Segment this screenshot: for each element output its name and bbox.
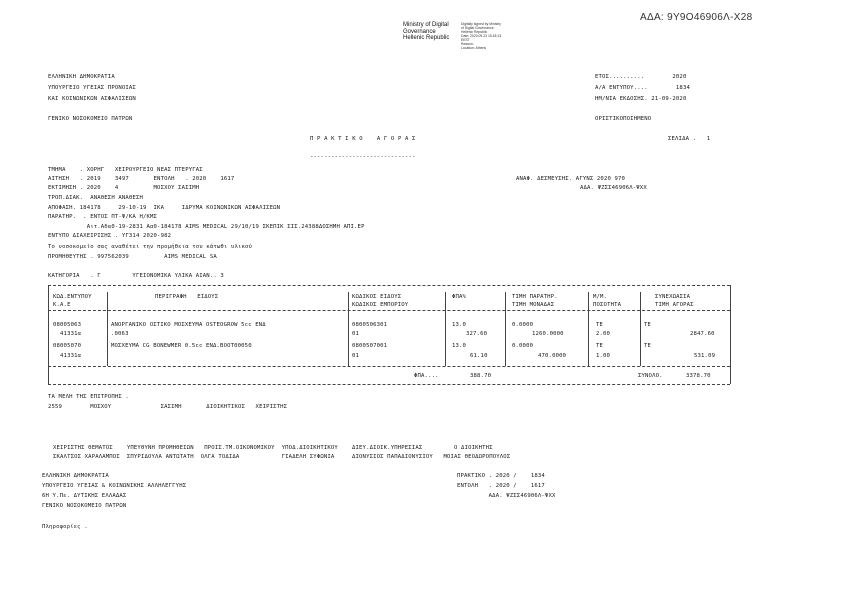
signature-line: Governance (403, 28, 436, 35)
hospital-name: ΓΕΝΙΚΟ ΝΟΣΟΚΟΜΕΙΟ ΠΑΤΡΩΝ (48, 116, 133, 122)
header-right-line: Α/Α ΕΝΤΥΠΟΥ.... 1834 (595, 85, 690, 91)
vat-total: 388.70 (470, 373, 492, 379)
column-divider (445, 292, 446, 366)
footer-right-line: ΠΡΑΚΤΙΚΟ . 2020 / 1834 (457, 473, 545, 479)
cell-item-id: 0800506301 (352, 322, 388, 328)
column-header: ΦΠΑ% (452, 294, 467, 300)
footer-line: ΓΕΝΙΚΟ ΝΟΣΟΚΟΜΕΙΟ ΠΑΤΡΩΝ (42, 503, 127, 509)
status-label: ΟΡΙΣΤΙΚΟΠΟΙΗΜΕΝΟ (595, 116, 652, 122)
column-divider (640, 292, 641, 366)
table-edge (730, 285, 731, 384)
header-right-line: ΕΤΟΣ.......... 2020 (595, 74, 687, 80)
signature-detail-line: Date: 2020.09.23 15:18:13 (461, 34, 502, 38)
sum-label: ΣΥΝΟΛΟ. (638, 373, 663, 379)
digital-signature-stamp (403, 22, 502, 50)
cell-total-price: 531.09 (694, 353, 716, 359)
signature-detail (461, 22, 531, 50)
info-line: ΕΝΤΥΠΟ ΔΙΑΧΕΙΡΙΣΗΣ . ΥΓ314 2020-982 (48, 233, 172, 239)
column-divider (348, 292, 349, 366)
table-bottom-border (48, 384, 730, 385)
cell-kae: 41331α (53, 331, 82, 337)
cell-unit: ΤΕ (596, 343, 604, 349)
info-label: Πληροφορίες . (42, 524, 88, 530)
cell-description: .0063 (111, 331, 129, 337)
header-line: ΕΛΛΗΝΙΚΗ ΔΗΜΟΚΡΑΤΙΑ (48, 74, 115, 80)
signature-detail-line: Location: Athens (461, 46, 487, 50)
cell-unit: ΤΕ (644, 322, 652, 328)
cell-description: ΑΝΟΡΓΑΝΙΚΟ ΟΣΤΙΚΟ ΜΟΣΧΕΥΜΑ OSTEOGROW 5cc ΕΝΔ (111, 322, 266, 328)
table-body-border (48, 366, 730, 367)
table-edge (48, 285, 49, 384)
column-header: ΚΩΔ.ΕΝΤΥΠΟΥ (53, 294, 92, 300)
cell-item-id: 0800507001 (352, 343, 388, 349)
title-underline: ------------------------------ (310, 154, 416, 160)
signature-line: Ministry of Digital (403, 22, 449, 28)
footer-right-line: ΑΔΑ. ΨΖΣΣ46906Λ-ΨΧΧ (457, 493, 556, 499)
signature-detail-line: Hellenic Republic (461, 30, 488, 34)
column-divider (505, 292, 506, 366)
commitment-ada: ΑΔΑ. ΨΖΣΣ46906Λ-ΨΧΧ (580, 185, 647, 191)
info-line: ΑΙΤΗΣΗ . 2019 3497 ΕΝΤΟΛΗ . 2020 1617 (48, 176, 235, 182)
column-header: ΤΙΜΗ ΜΟΝΑΔΑΣ (512, 302, 555, 308)
ada-stamp: ΑΔΑ: 9Υ9Ο46906Λ-Χ28 (640, 12, 753, 23)
cell-ref-price: 0.0000 (512, 343, 534, 349)
page-number: ΣΕΛΙΔΑ . 1 (668, 136, 711, 142)
info-line: ΠΑΡΑΤΗΡ. . ΕΝΤΟΣ ΠΤ-Ψ/ΚΑ Η/ΚΜΣ (48, 214, 158, 220)
supplier-line: ΠΡΟΜΗΘΕΥΤΗΣ . 997562039 AIMS MEDICAL SA (48, 254, 217, 260)
cell-total-price: 2847.60 (690, 331, 715, 337)
header-right-line: ΗΜ/ΝΙΑ ΕΚΔΟΣΗΣ. 21-09-2020 (595, 96, 687, 102)
column-header: Κ.Α.Ε (53, 302, 71, 308)
table-header-border (48, 310, 730, 311)
info-line: Το νοσοκομείο σας αναθέτει την προμήθεια του κάτωθι υλικού (48, 244, 253, 250)
column-header: ΚΩΔΙΚΟΣ ΕΜΠΟΡΙΟΥ (352, 302, 409, 308)
category-line: ΚΑΤΗΓΟΡΙΑ . Γ ΥΓΕΙΟΝΟΜΙΚΑ ΥΛΙΚΑ ΑΙΑΝ.. 3 (48, 273, 224, 279)
info-line: ΕΚΤΙΜΗΣΗ . 2020 4 ΜΟΣΧΟΥ ΣΑΣΙΜΗ (48, 185, 200, 191)
header-line: ΚΑΙ ΚΟΙΝΩΝΙΚΩΝ ΑΣΦΑΛΙΣΕΩΝ (48, 96, 136, 102)
column-header: ΣΥΝΕΧΩΑΣΙΑ (655, 294, 691, 300)
committee-member: 2559 ΜΟΣΧΟΥ ΣΑΣΙΜΗ ΔΙΟΙΚΗΤΙΚΟΣ ΧΕΙΡΙΣΤΗΣ (48, 404, 288, 410)
footer-right-line: ΕΝΤΟΛΗ . 2020 / 1617 (457, 483, 545, 489)
column-divider (107, 292, 108, 366)
cell-unit: ΤΕ (644, 343, 652, 349)
signature-detail-line: of Digital Governance, (461, 26, 495, 30)
cell-description: ΜΟΣΧΕΥΜΑ CG BONEWMER 0.5cc ΕΝΔ.ΒΟΟΤ00050 (111, 343, 252, 349)
column-divider (588, 292, 589, 366)
cell-vat-amount: 61.10 (470, 353, 488, 359)
info-line: ΤΡΟΠ.ΔΙΑΚ. ΑΝΑΘΕΣΗ ΑΝΑΘΕΣΗ (48, 195, 143, 201)
footer-line: ΕΛΛΗΝΙΚΗ ΔΗΜΟΚΡΑΤΙΑ (42, 473, 109, 479)
commitment-reference: ΑΝΑΦ. ΔΕΣΜΕΥΣΗΣ. ΑΓΥΝΣ 2020 970 (516, 176, 626, 182)
table-top-border (48, 285, 730, 286)
column-header: ΚΩΔΙΚΟΣ ΕΙΔΟΥΣ (352, 294, 402, 300)
signature-detail-line: Reason: (461, 42, 474, 46)
cell-item-code: 08005063 (53, 322, 82, 328)
column-header: Μ/Μ. (593, 294, 608, 300)
info-line: ΤΜΗΜΑ . ΧΟΡΗΓ ΧΕΙΡΟΥΡΓΕΙΟ ΝΕΑΣ ΠΤΕΡΥΓΑΣ (48, 167, 203, 173)
cell-item-code: 08005070 (53, 343, 82, 349)
cell-unit-price: 1260.0000 (532, 331, 564, 337)
signature-line: Hellenic Republic (403, 35, 450, 41)
signatories-names: ΣΚΑΛΤΣΟΣ ΧΑΡΑΛΑΜΠΟΣ ΣΠΥΡΙΔΟΥΛΑ ΑΝΤΩΤΑΤΗ ΟΛΓΑ ΤΟΔΙΔΑ ΓΙΑΔΕΛΗ ΣΥΦΩΝΙΑ ΔΙΟΝΥΣΙΟΣ ΠΑΠΑΔΙΟΝΥΣΙΟΥ ΜΟΙΑΣ ΘΕΟΔΩΡΟΠΟΥΛΟΣ (53, 454, 511, 460)
signature-detail-line: Digitally signed by Ministry (461, 22, 501, 26)
cell-quantity: 1.00 (596, 353, 611, 359)
cell-unit-price: 470.0000 (538, 353, 567, 359)
column-header: ΤΙΜΗ ΠΑΡΑΤΗΡ. (512, 294, 558, 300)
footer-line: ΥΠΟΥΡΓΕΙΟ ΥΓΕΙΑΣ & ΚΟΙΝΩΝΙΚΗΣ ΑΛΛΗΛΕΓΓΥΗΣ (42, 483, 187, 489)
cell-unit: ΤΕ (596, 322, 604, 328)
cell-kae: 41331α (53, 353, 82, 359)
signatories-titles: ΧΕΙΡΙΣΤΗΣ ΘΕΜΑΤΟΣ ΥΠΕΥΘΥΝΗ ΠΡΟΜΗΘΕΙΩΝ ΠΡΟΙΣ.ΤΜ.ΟΙΚΟΝΟΜΙΚΟΥ ΥΠΟΔ.ΔΙΟΙΚΗΤΙΚΟΥ ΔΙΕΥ.ΔΙΟΙΚ.ΥΠΗΡΕΣΙΑΣ Ο ΔΙΟΙΚΗΤΗΣ (53, 445, 493, 451)
column-header: ΠΕΡΙΓΡΑΦΗ ΕΙΔΟΥΣ (155, 294, 219, 300)
committee-title: ΤΑ ΜΕΛΗ ΤΗΣ ΕΠΙΤΡΟΠΗΣ . (48, 394, 129, 400)
document-title: Π Ρ Α Κ Τ Ι Κ Ο Α Γ Ο Ρ Α Σ (310, 136, 416, 142)
column-header: ΤΙΜΗ ΑΓΟΡΑΣ (655, 302, 694, 308)
info-line: ΑΠΟΦΑΣΗ. 184178 29-10-19 ΙΚΑ ΙΔΡΥΜΑ ΚΟΙΝΩΝΙΚΩΝ ΑΣΦΑΛΙΣΕΩΝ (48, 205, 281, 211)
cell-trade-code: 01 (352, 353, 360, 359)
cell-trade-code: 01 (352, 331, 360, 337)
footer-line: 6Η Υ.Πε. ΔΥΤΙΚΗΣ ΕΛΛΑΔΑΣ (42, 493, 127, 499)
sum-total: 3378.70 (686, 373, 711, 379)
cell-vat-rate: 13.0 (452, 343, 467, 349)
info-line: Αιτ.Αδα0-19-2831 Αα0-184178 AIMS MEDICAL 29/10/19 ΣΚΕΠΙΚ ΣΙΣ.24388ΔΟΣΗΜΗ ΑΠΙ.ΕΡ (48, 224, 365, 230)
column-header: ΠΟΣΟΤΗΤΑ (593, 302, 622, 308)
cell-vat-rate: 13.0 (452, 322, 467, 328)
signature-detail-line: EEST (461, 38, 470, 42)
vat-label: ΦΠΑ.... (414, 373, 439, 379)
cell-vat-amount: 327.60 (466, 331, 488, 337)
header-line: ΥΠΟΥΡΓΕΙΟ ΥΓΕΙΑΣ ΠΡΟΝΟΙΑΣ (48, 85, 136, 91)
cell-quantity: 2.00 (596, 331, 611, 337)
cell-ref-price: 0.0000 (512, 322, 534, 328)
